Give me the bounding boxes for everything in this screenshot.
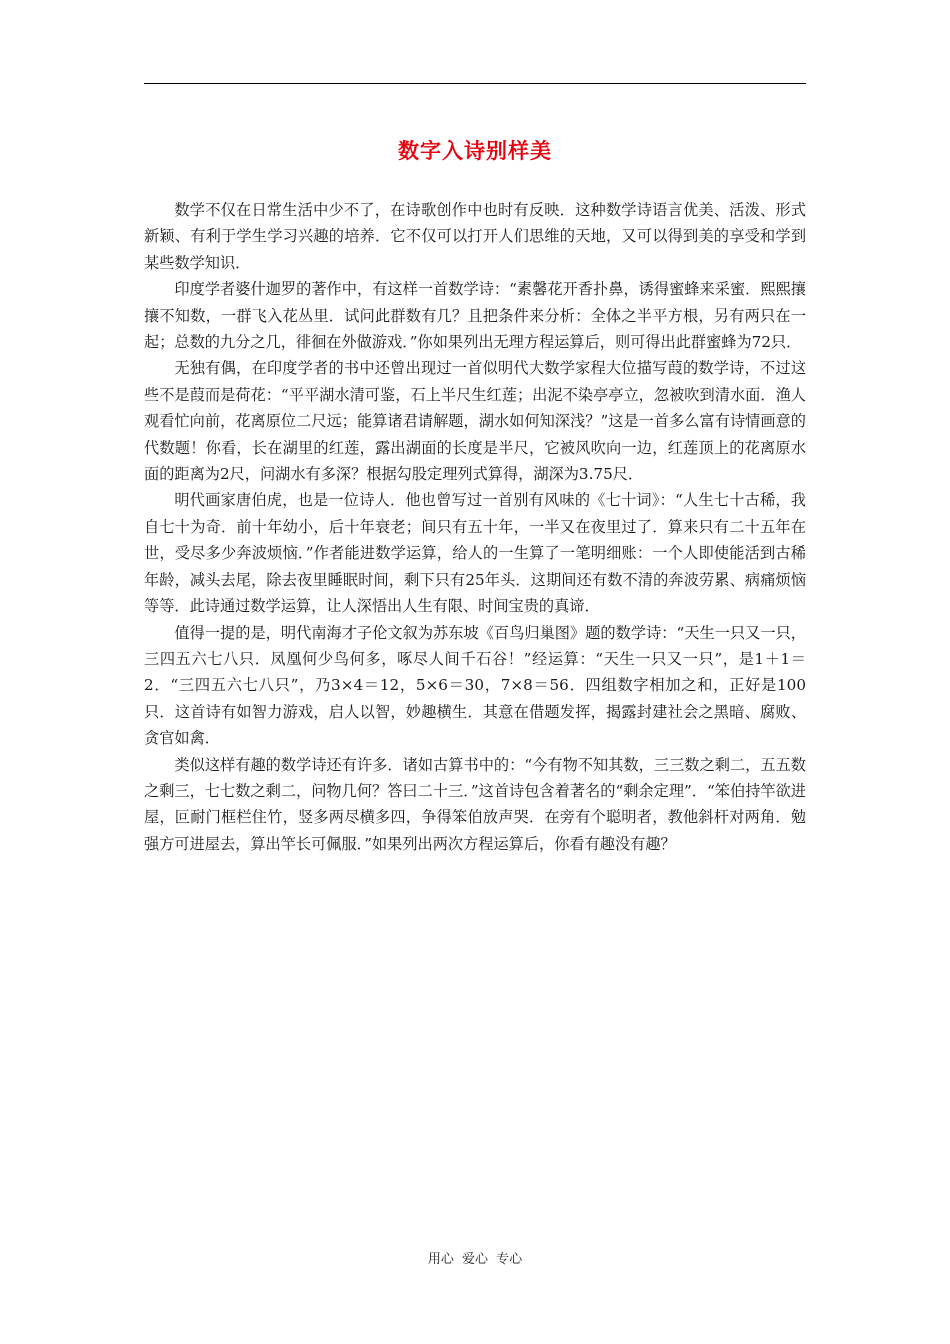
paragraph-seventy-poem: 明代画家唐伯虎，也是一位诗人．他也曾写过一首别有风味的《七十词》：“人生七十古稀，我自七十为奇．前十年幼小，后十年衰老；间只有五十年，一半又在夜里过了．算来只有二十五年在世，受尽多少奔波烦恼．”作者能进数学运算，给人的一生算了一笔明细账：一个人即使能活到古稀年龄，减头去尾，除去夜里睡眠时间，剩下只有25年头．这期间还有数不清的奔波劳累、病痛烦恼等等．此诗通过数学运算，让人深悟出人生有限、时间宝贵的真谛．	[144, 491, 806, 616]
paragraph-intro: 数学不仅在日常生活中少不了，在诗歌创作中也时有反映．这种数学诗语言优美、活泼、形式新颖、有利于学生学习兴趣的培养．它不仅可以打开人们思维的天地，又可以得到美的享受和学到某些数学知识．	[144, 201, 806, 272]
paragraph-more-poems: 类似这样有趣的数学诗还有许多．诸如古算书中的：“今有物不知其数，三三数之剩二，五五数之剩三，七七数之剩二，问物几何？答曰二十三．”这首诗包含着著名的“剩余定理”．“笨伯持竿欲进屋，叵耐门框栏住竹，竖多两尽横多四，争得笨伯放声哭．在旁有个聪明者，教他斜杆对两角．勉强方可进屋去，算出竿长可佩服．”如果列出两次方程运算后，你看有趣没有趣？	[144, 755, 806, 853]
page-title: 数字入诗别样美	[398, 139, 552, 164]
paragraph-birds-poem: 值得一提的是，明代南海才子伦文叙为苏东坡《百鸟归巢图》题的数学诗：“天生一只又一只，三四五六七八只．凤凰何少鸟何多，啄尽人间千石谷！”经运算：“天生一只又一只”，是1＋1＝2．“三四五六七八只”，乃3×4＝12，5×6＝30，7×8＝56．四组数字相加之和，正好是100只．这首诗有如智力游戏，启人以智，妙趣横生．其意在借题发挥，揭露封建社会之黑暗、腐败、贪官如禽．	[144, 623, 806, 748]
paragraph-bee-poem: 印度学者婆什迦罗的著作中，有这样一首数学诗：“素馨花开香扑鼻，诱得蜜蜂来采蜜．熙熙攘攘不知数，一群飞入花丛里．试问此群数有几？且把条件来分析：全体之半平方根，另有两只在一起；总数的九分之几，徘徊在外做游戏．”你如果列出无理方程运算后，则可得出此群蜜蜂为72只．	[144, 280, 806, 352]
paragraph-lotus-poem: 无独有偶，在印度学者的书中还曾出现过一首似明代大数学家程大位描写葭的数学诗，不过这些不是葭而是荷花：“平平湖水清可鉴，石上半尺生红莲；出泥不染亭亭立，忽被吹到清水面．渔人观看忙向前，花离原位二尺远；能算诸君请解题，湖水如何知深浅？”这是一首多么富有诗情画意的代数题！你看，长在湖里的红莲，露出湖面的长度是半尺，它被风吹向一边，红莲顶上的花离原水面的距离为2尺，问湖水有多深？根据勾股定理列式算得，湖深为3.75尺．	[144, 359, 806, 484]
article-body	[144, 197, 806, 857]
header-rule	[144, 83, 806, 84]
page-footer: 用心 爱心 专心	[427, 1252, 523, 1267]
